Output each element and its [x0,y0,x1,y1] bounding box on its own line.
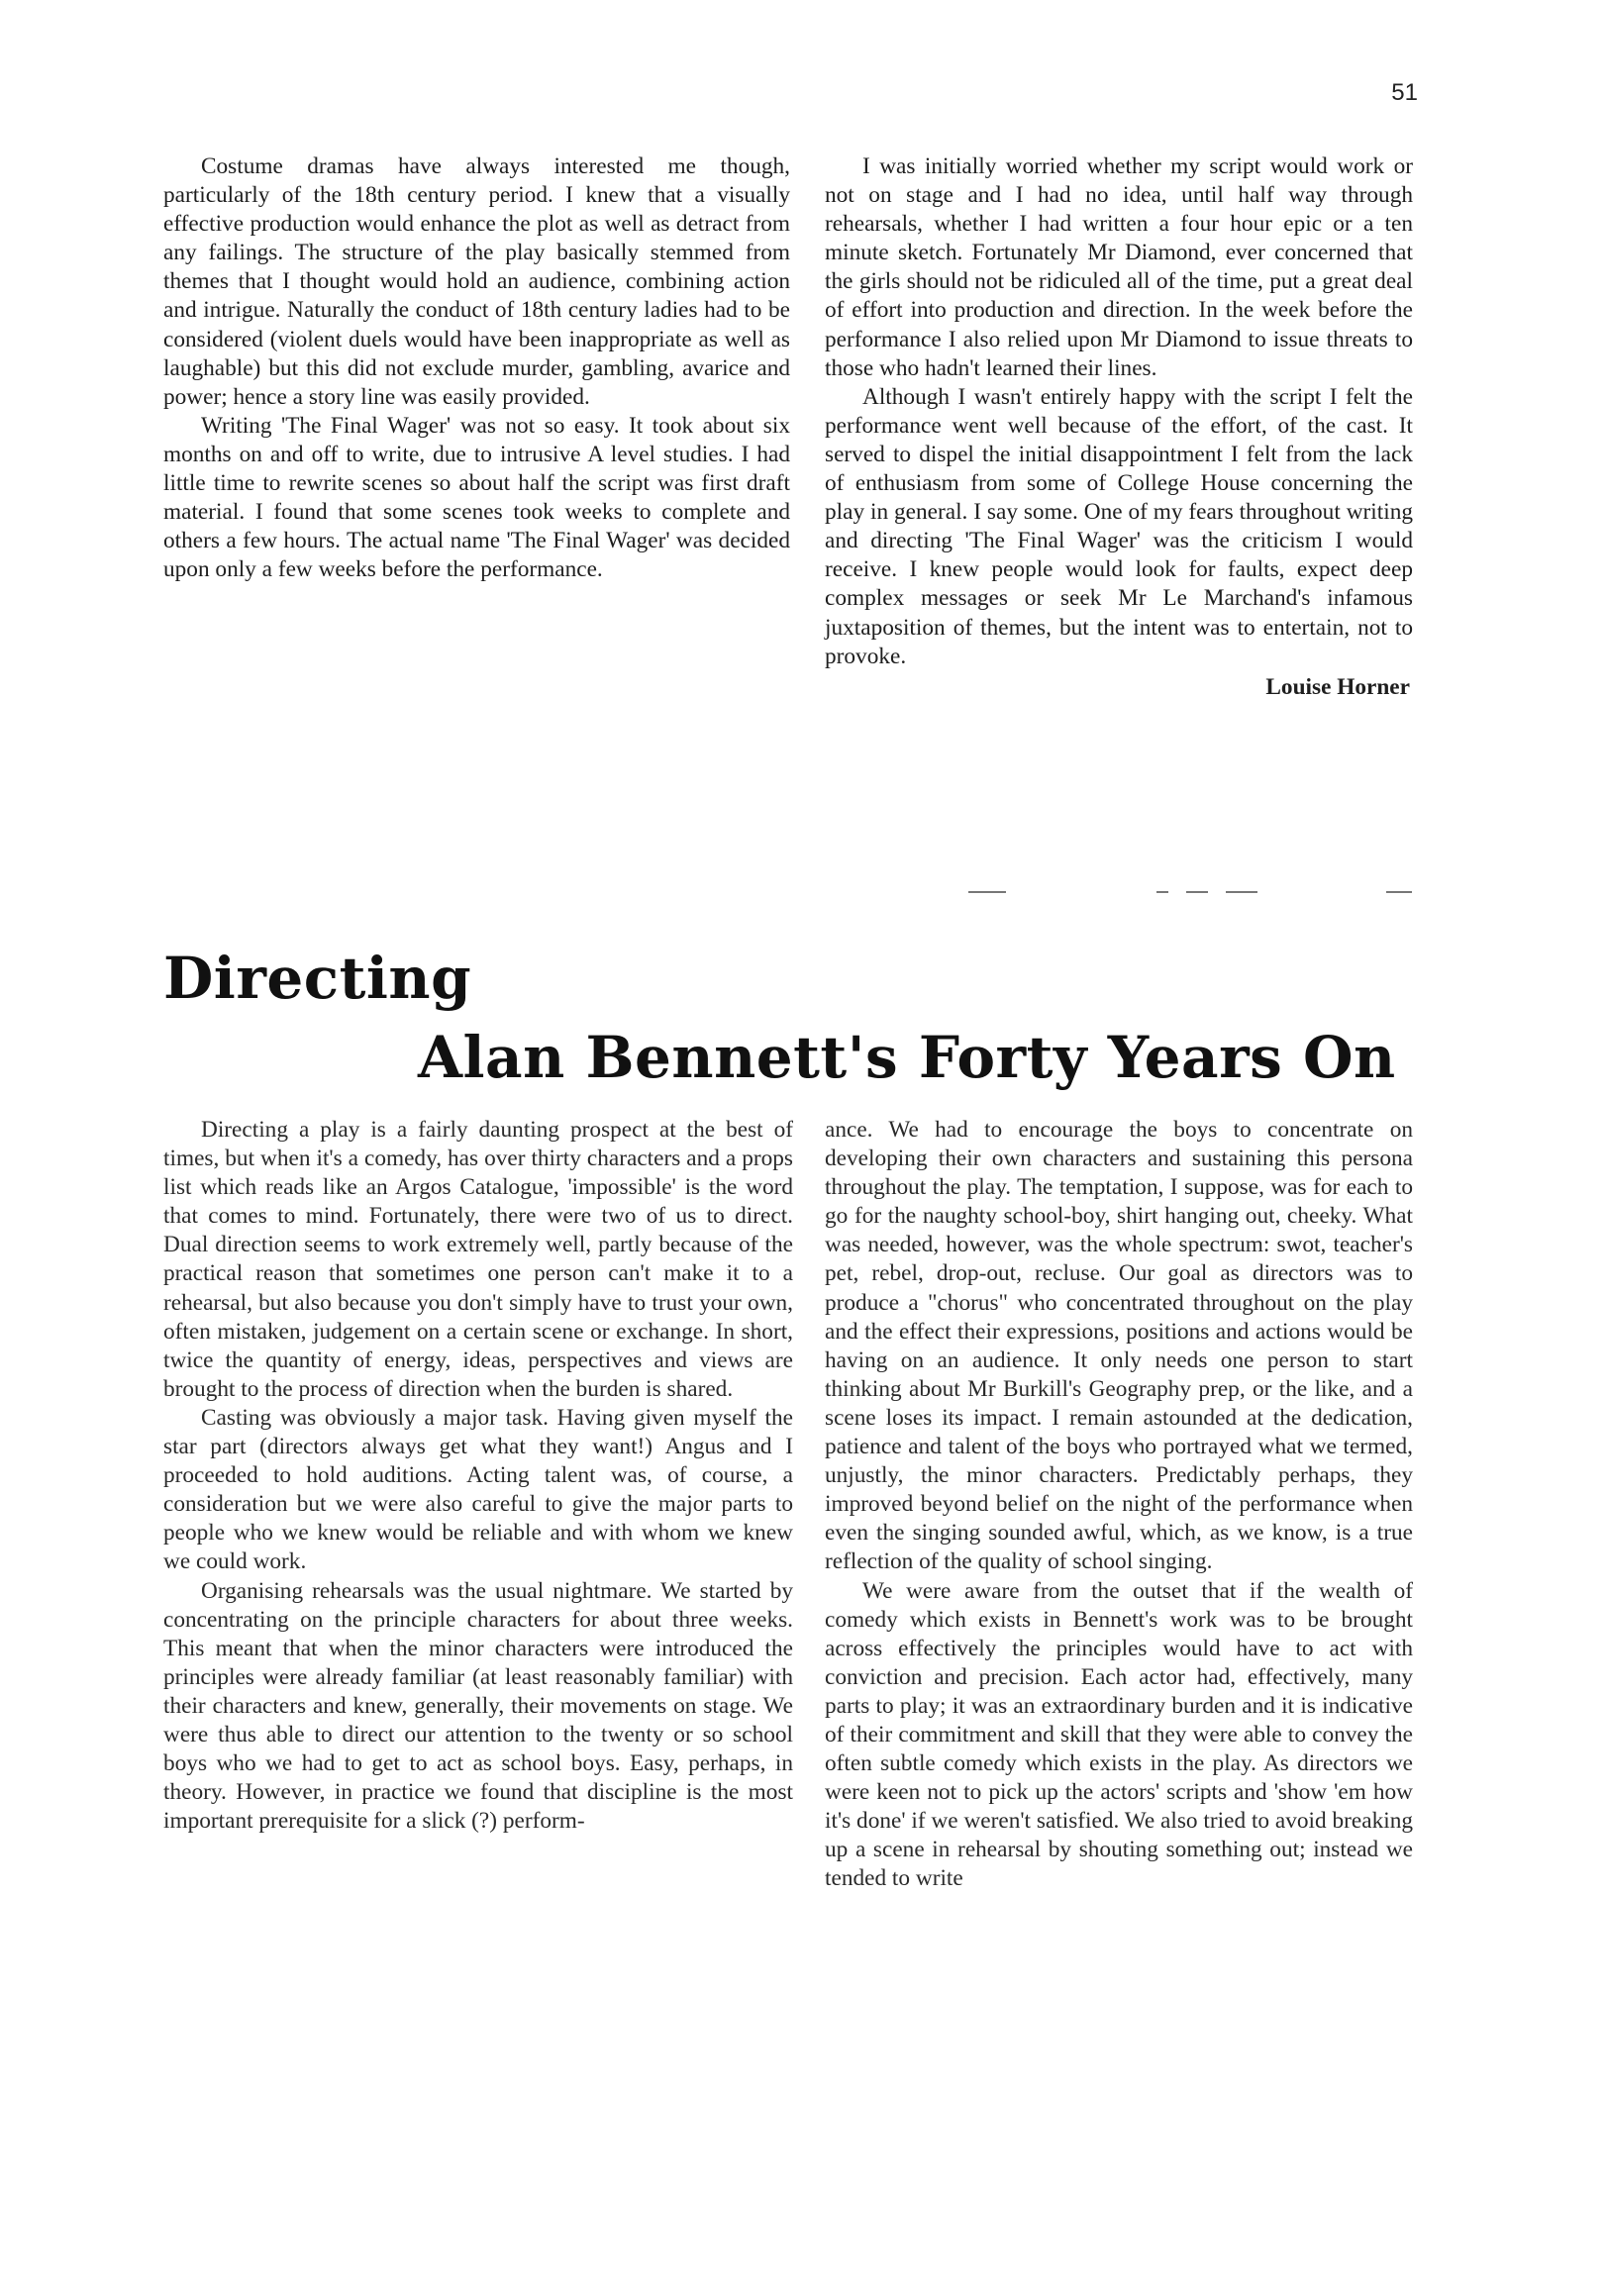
article-title-line-1: Directing [163,945,472,1012]
section-divider [968,891,1006,893]
article-2-right-column [825,1116,1413,1894]
article-2-paragraph: Casting was obviously a major task. Having given myself the star part (directors always get what they want!) Angus and I proceeded to hold auditions. Acting talent was, of course, a consideration but we were also careful to give the major parts to people who we knew would be reliable and with whom we knew we could work. [163,1404,793,1575]
section-divider [1386,891,1412,893]
article-1-right-column [825,152,1413,702]
article-2-paragraph-continued: ance. We had to encourage the boys to concentrate on developing their own characters and sustaining this persona throughout the play. The temptation, I suppose, was for each to go for the naughty school-boy, shirt hanging out, cheeky. What was needed, however, was the whole spectrum: swot, teacher's pet, rebel, drop-out, recluse. Our goal as directors was to produce a "chorus" who concentrated throughout on the play and the effect their expressions, positions and actions would be having on an audience. It only needs one person to start thinking about Mr Burkill's Geography prep, or the like, and a scene loses its impact. I remain astounded at the dedication, patience and talent of the boys who portrayed what we termed, unjustly, the minor characters. Predictably perhaps, they improved beyond belief on the night of the performance when even the singing sounded awful, which, as we know, is a true reflection of the quality of school singing. [825,1117,1413,1575]
section-divider [1226,891,1257,893]
article-2-paragraph: Directing a play is a fairly daunting prospect at the best of times, but when it's a comedy, has over thirty characters and a props list which reads like an Argos Catalogue, 'impossible' is the word that comes to mind. Fortunately, there were two of us to direct. Dual direction seems to work extremely well, partly because of the practical reason that sometimes one person can't make it to a rehearsal, but also because you don't simply have to trust your own, often mistaken, judgement on a certain scene or exchange. In short, twice the quantity of energy, ideas, perspectives and views are brought to the process of direction when the burden is shared. [163,1117,793,1402]
page-number: 51 [1391,79,1418,106]
article-title-line-2: Alan Bennett's Forty Years On [418,1024,1396,1091]
article-2-paragraph: Organising rehearsals was the usual nightmare. We started by concentrating on the principle characters for about three weeks. This meant that when the minor characters were introduced the principles were already familiar (at least reasonably familiar) with their characters and knew, generally, their movements on stage. We were thus able to direct our attention to the twenty or so school boys who we had to get to act as school boys. Easy, perhaps, in theory. However, in practice we found that discipline is the most important prerequisite for a slick (?) perform- [163,1577,793,1835]
author-signature: Louise Horner [1265,673,1410,700]
article-2-paragraph: We were aware from the outset that if the wealth of comedy which exists in Bennett's work was to be brought across effectively the principles would have to act with conviction and precision. Each actor had, effectively, many parts to play; it was an extraordinary burden and it is indicative of their commitment and skill that they were able to convey the often subtle comedy which exists in the play. As directors we were keen not to pick up the actors' scripts and 'show 'em how it's done' if we weren't satisfied. We also tried to avoid breaking up a scene in rehearsal by shouting something out; instead we tended to write [825,1577,1413,1892]
section-divider [1156,891,1168,893]
article-1-paragraph: Writing 'The Final Wager' was not so easy. It took about six months on and off to write, due to intrusive A level studies. I had little time to rewrite scenes so about half the script was first draft material. I found that some scenes took weeks to complete and others a few hours. The actual name 'The Final Wager' was decided upon only a few weeks before the performance. [163,412,790,583]
section-divider [1186,891,1208,893]
article-1-left-column [163,152,790,584]
article-2-left-column [163,1116,793,1836]
article-1-paragraph: Although I wasn't entirely happy with the script I felt the performance went well because of the effort, of the cast. It served to dispel the initial disappointment I felt from the lack of enthusiasm from some of College House concerning the play in general. I say some. One of my fears throughout writing and directing 'The Final Wager' was the criticism I would receive. I knew people would look for faults, expect deep complex messages or seek Mr Le Marchand's infamous juxtaposition of themes, but the intent was to entertain, not to provoke. [825,383,1413,669]
article-1-paragraph: Costume dramas have always interested me though, particularly of the 18th century period. I knew that a visually effective production would enhance the plot as well as detract from any failings. The structure of the play basically stemmed from themes that I thought would hold an audience, combining action and intrigue. Naturally the conduct of 18th century ladies had to be considered (violent duels would have been inappropriate as well as laughable) but this did not exclude murder, gambling, avarice and power; hence a story line was easily provided. [163,153,790,410]
article-1-paragraph: I was initially worried whether my script would work or not on stage and I had no idea, until half way through rehearsals, whether I had written a four hour epic or a ten minute sketch. Fortunately Mr Diamond, ever concerned that the girls should not be ridiculed all of the time, put a great deal of effort into production and direction. In the week before the performance I also relied upon Mr Diamond to issue threats to those who hadn't learned their lines. [825,153,1413,381]
